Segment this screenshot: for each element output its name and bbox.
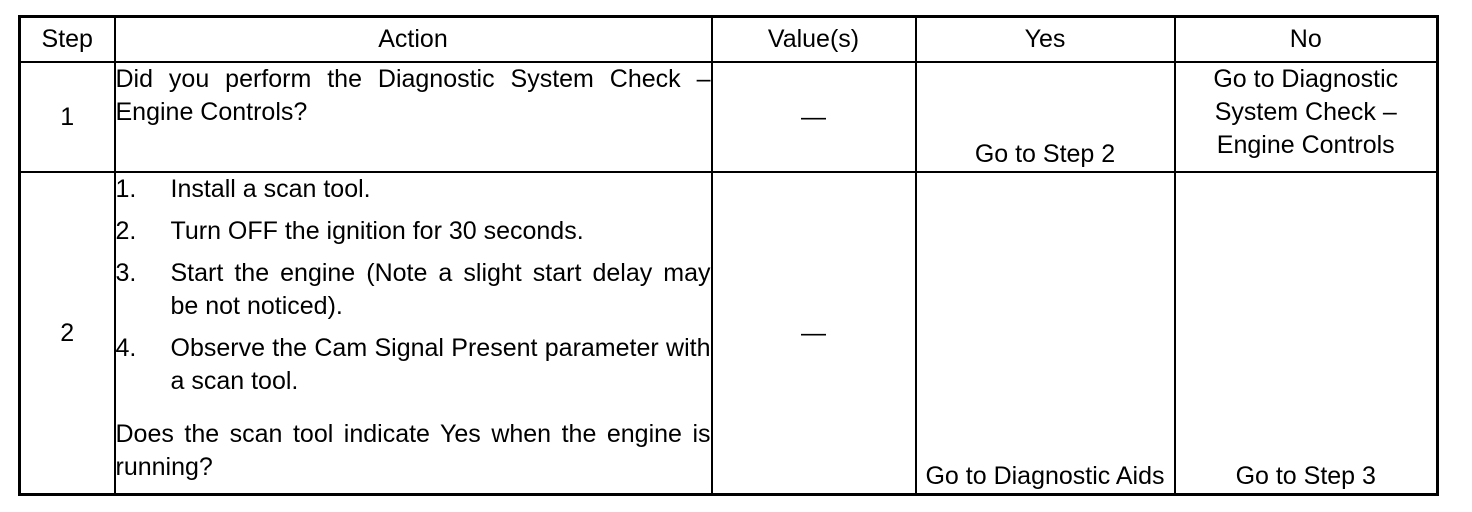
yes-result: Go to Step 2 <box>916 62 1175 172</box>
action-question: Does the scan tool indicate Yes when the engine is running? <box>115 420 711 481</box>
action-steps-list <box>116 173 711 398</box>
table-row <box>20 62 1438 172</box>
action-step-text: Turn OFF the ignition for 30 seconds. <box>170 217 584 245</box>
step-number: 2 <box>20 172 115 495</box>
value-cell: — <box>712 172 916 495</box>
header-values: Value(s) <box>712 17 916 63</box>
action-step-text: Install a scan tool. <box>170 175 371 203</box>
step-number: 1 <box>20 62 115 172</box>
header-action: Action <box>115 17 712 63</box>
value-cell: — <box>712 62 916 172</box>
action-step-number: 2. <box>115 217 137 245</box>
action-step-number: 3. <box>115 259 137 287</box>
action-step <box>116 173 711 206</box>
header-yes: Yes <box>916 17 1175 63</box>
yes-result: Go to Diagnostic Aids <box>916 172 1175 495</box>
no-result: Go to Step 3 <box>1175 172 1438 495</box>
diagnostic-table <box>18 15 1439 496</box>
header-row <box>20 17 1438 63</box>
action-text: Did you perform the Diagnostic System Check – Engine Controls? <box>115 62 712 172</box>
action-step <box>116 257 711 323</box>
table-row <box>20 172 1438 495</box>
header-step: Step <box>20 17 115 63</box>
action-step <box>116 215 711 248</box>
no-result: Go to Diagnostic System Check – Engine Controls <box>1175 62 1438 172</box>
header-no: No <box>1175 17 1438 63</box>
action-step-number: 1. <box>115 175 137 203</box>
action-step-number: 4. <box>115 334 137 362</box>
action-step-text: Start the engine (Note a slight start delay may be not noticed). <box>170 259 711 320</box>
action-cell <box>115 172 712 495</box>
action-step <box>116 332 711 398</box>
action-step-text: Observe the Cam Signal Present parameter with a scan tool. <box>170 334 711 395</box>
